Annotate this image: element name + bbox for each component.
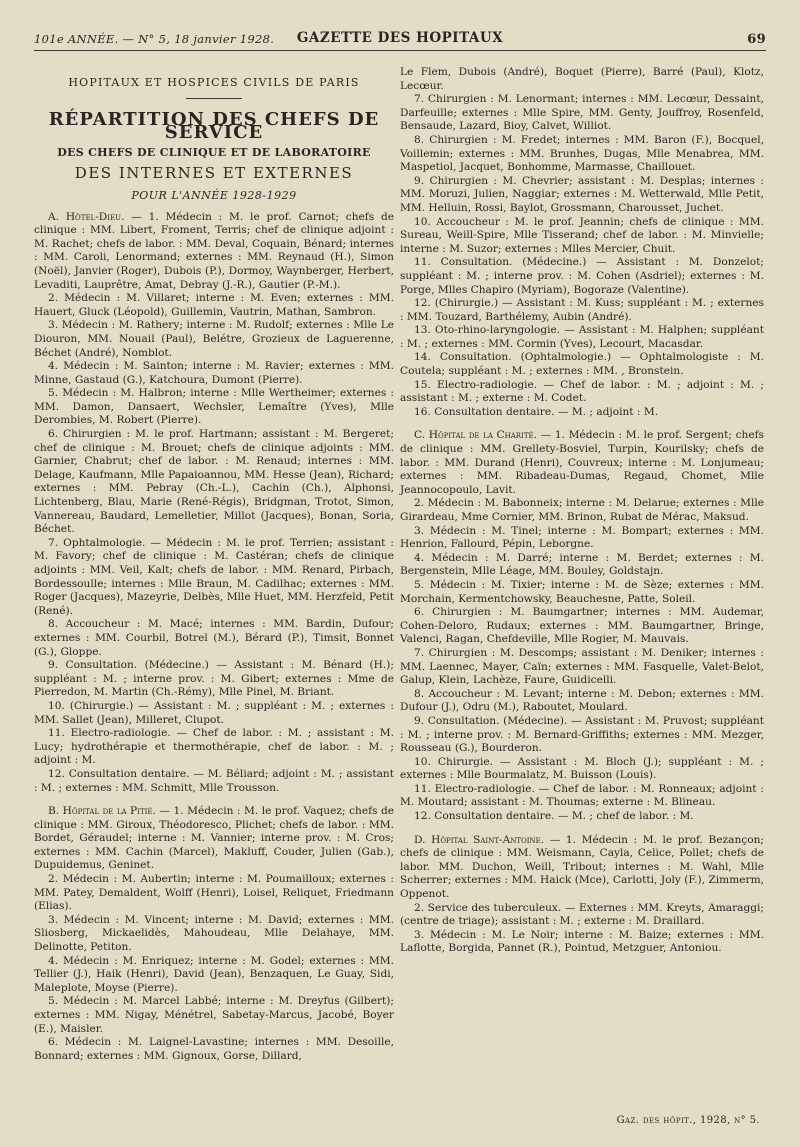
hospital-name: C. Hôpital de la Charité. (414, 429, 537, 442)
service-paragraph (400, 552, 764, 579)
page-footer: Gaz. des hôpit., 1928, n° 5. (616, 1115, 760, 1126)
paragraph-text: 12. Consultation dentaire. — M. Béliard; adjoint : M. ; assistant : M. ; externes : MM. Schmitt, Mlle Trousson. (34, 767, 394, 794)
paragraph-text: 8. Accoucheur : M. Macé; internes : MM. Bardin, Dufour; externes : MM. Courbil, Botrel (M.), Bérard (P.), Timsit, Bonnet (G.), Gloppe. (34, 618, 394, 658)
service-paragraph (34, 700, 394, 727)
paragraph-text: 7. Chirurgien : M. Lenormant; internes : MM. Lecœur, Dessaint, Darfeuille; externes : Mlle Spire, MM. Genty, Jouffroy, Rosenfeld, Bensaude, Lazard, Bioy, Calvet, Williot. (400, 93, 764, 133)
service-paragraph (400, 379, 764, 406)
service-paragraph (400, 688, 764, 715)
paragraph-text: 2. Service des tuberculeux. — Externes : MM. Kreyts, Amaraggi; (centre de triage); assistant : M. ; externe : M. Draillard. (400, 901, 764, 928)
paragraph-text: 10. Chirurgie. — Assistant : M. Bloch (J.); suppléant : M. ; externes : Mlle Bourmalatz, M. Buisson (Louis). (400, 755, 764, 782)
hospital-section-paragraph (400, 429, 764, 497)
paragraph-text: 9. Consultation. (Médecine). — Assistant : M. Pruvost; suppléant : M. ; interne prov. : M. Bernard-Griffiths; externes : MM. Mezger, Rousseau (G.), Bourderon. (400, 714, 764, 755)
service-paragraph (34, 727, 394, 768)
paragraph-text: 4. Médecin : M. Enriquez; interne : M. Godel; externes : MM. Tellier (J.), Haik (Henri), David (Jean), Benzaquen, Le Guay, Sidi, Maleplote, Moyse (Pierre). (34, 954, 394, 994)
service-paragraph (400, 756, 764, 783)
paragraph-text: 2. Médecin : M. Villaret; interne : M. Even; externes : MM. Hauert, Gluck (Léopold), Guillemin, Vautrin, Mathan, Sambron. (34, 292, 394, 318)
paragraph-text: 3. Médecin : M. Rathery; interne : M. Rudolf; externes : Mlle Le Diouron, MM. Nouail (Paul), Belétre, Grozieux de Laguerenne, Béchet (André), Nomblot. (34, 319, 394, 359)
paragraph-text: 11. Electro-radiologie. — Chef de labor. : M. ; assistant : M. Lucy; hydrothérapie et thermothérapie, chef de labor. : M. ; adjoint : M. (34, 727, 394, 767)
paragraph-text: 6. Médecin : M. Laignel-Lavastine; internes : MM. Desoille, Bonnard; externes : MM. Gignoux, Gorse, Dillard, (34, 1036, 394, 1062)
main-title: RÉPARTITION DES CHEFS DE SERVICE (48, 108, 380, 144)
paragraph-text: 12. Consultation dentaire. — M. ; chef de labor. : M. (414, 810, 694, 823)
paragraph-text: 5. Médecin : M. Halbron; interne : Mlle Wertheimer; externes : MM. Damon, Dansaert, Wechsler, Lemaître (Yves), Mlle Derombies, M. Robert (Pierre). (34, 387, 394, 427)
service-paragraph (400, 810, 764, 824)
paragraph-text: 5. Médecin : M. Marcel Labbé; interne : M. Dreyfus (Gilbert); externes : MM. Nigay, Ménétrel, Sabetay-Marcus, Jacobé, Boyer (E.), Maisler. (34, 995, 394, 1035)
service-paragraph (34, 537, 394, 619)
paragraph-text: 3. Médecin : M. Le Noir; interne : M. Baize; externes : MM. Laflotte, Borgida, Pannet (R.), Pointud, Metzguer, Antoniou. (400, 928, 764, 955)
service-paragraph (34, 387, 394, 428)
paragraph-text: 13. Oto-rhino-laryngologie. — Assistant : M. Halphen; suppléant : M. ; externes : MM. Cormin (Yves), Lecourt, Macasdar. (400, 324, 764, 350)
service-paragraph (400, 497, 764, 524)
service-paragraph (34, 873, 394, 914)
service-paragraph (400, 66, 764, 93)
service-paragraph (34, 319, 394, 360)
header-rule (34, 50, 766, 51)
paragraph-text: 7. Ophtalmologie. — Médecin : M. le prof. Terrien; assistant : M. Favory; chef de clinique : M. Castéran; chefs de clinique adjoints : MM. Veil, Kalt; chefs de labor. : MM. Renard, Pirbach, Bordessoulle; internes : Mlle Braun, M. Cadilhac; externes : MM. Roger (Jacques), Mazeyrie, Delbès, Mlle Huet, MM. Herzfeld, Petit (René). (34, 536, 394, 617)
paragraph-text: 14. Consultation. (Ophtalmologie.) — Ophtalmologiste : M. Coutela; suppléant : M. ; externes : MM. , Bronstein. (400, 351, 764, 378)
paragraph-text: 10. (Chirurgie.) — Assistant : M. ; suppléant : M. ; externes : MM. Sallet (Jean), Milleret, Clupot. (34, 699, 394, 726)
paragraph-text: 5. Médecin : M. Tixier; interne : M. de Sèze; externes : MM. Morchain, Kermentchowsky, Beauchesne, Patte, Soleil. (400, 578, 764, 605)
paragraph-text: 3. Médecin : M. Vincent; interne : M. David; externes : MM. Sliosberg, Mickaelidès, Mahoudeau, Mlle Delahaye, MM. Delinotte, Petiton. (34, 913, 394, 954)
hospital-name: B. Hôpital de la Pitié. (48, 805, 156, 818)
service-paragraph (400, 902, 764, 929)
service-paragraph (400, 351, 764, 378)
service-paragraph (34, 659, 394, 700)
paragraph-text: 12. (Chirurgie.) — Assistant : M. Kuss; suppléant : M. ; externes : MM. Touzard, Barthélemy, Aubin (André). (400, 297, 764, 323)
service-paragraph (400, 525, 764, 552)
paragraph-text: — 1. Médecin : M. le prof. Carnot; chefs de clinique : MM. Libert, Froment, Terris; chef de clinique adjoint : M. Rachet; chefs de labor. : MM. Deval, Coquain, Bénard; internes : MM. Caroli, Lenormand; externes : MM. Reynaud (H.), Simon (Noël), Janvier (Roger), Dubois (P.), Dormoy, Waynberger, Herbert, Levaditi, Lauprêtre, Amat, Debray (J.-R.), Gautier (P.-M.). (34, 210, 394, 291)
service-paragraph (400, 175, 764, 216)
service-paragraph (34, 1036, 394, 1063)
service-paragraph (400, 406, 764, 420)
section-gap (400, 824, 764, 834)
service-paragraph (34, 768, 394, 795)
service-paragraph (400, 783, 764, 810)
left-column (34, 66, 394, 1063)
page-header (34, 28, 766, 50)
paragraph-text: 2. Médecin : M. Aubertin; interne : M. Poumailloux; externes : MM. Patey, Demaldent, Wolff (Henri), Loisel, Reliquet, Friedmann (Elias). (34, 873, 394, 913)
service-paragraph (34, 914, 394, 955)
service-paragraph (400, 134, 764, 175)
paragraph-text: 16. Consultation dentaire. — M. ; adjoint : M. (414, 405, 659, 418)
paragraph-text: 7. Chirurgien : M. Descomps; assistant : M. Deniker; internes : MM. Laennec, Mayer, Caïn; externes : MM. Fasquelle, Valet-Belot, Galup, Klein, Lachèze, Faure, Guidicelli. (400, 646, 764, 687)
service-paragraph (34, 955, 394, 996)
section-gap (34, 795, 394, 805)
service-paragraph (34, 428, 394, 537)
left-column-body (34, 211, 394, 1064)
service-paragraph (400, 929, 764, 956)
hospital-section-paragraph (400, 834, 764, 902)
hospital-section-paragraph (34, 211, 394, 293)
paragraph-text: 4. Médecin : M. Sainton; interne : M. Ravier; externes : MM. Minne, Gastaud (G.), Katchoura, Dumont (Pierre). (34, 360, 394, 386)
paragraph-text: 15. Electro-radiologie. — Chef de labor. : M. ; adjoint : M. ; assistant : M. ; externe : M. Codet. (400, 378, 764, 405)
paragraph-text: 11. Electro-radiologie. — Chef de labor. : M. Ronneaux; adjoint : M. Moutard; assistant : M. Thoumas; externe : M. Blineau. (400, 782, 764, 809)
org-heading: HOPITAUX ET HOSPICES CIVILS DE PARIS (68, 76, 360, 89)
heading-divider (186, 98, 242, 99)
hospital-name: A. Hôtel-Dieu. (48, 210, 125, 223)
journal-title: GAZETTE DES HOPITAUX (296, 30, 504, 46)
service-paragraph (34, 995, 394, 1036)
hospital-name: D. Hôpital Saint-Antoine. (414, 833, 545, 846)
paragraph-text: 9. Consultation. (Médecine.) — Assistant : M. Bénard (H.); suppléant : M. ; interne prov. : M. Gibert; externes : Mme de Pierredon, M. Martin (Ch.-Rémy), Mlle Pinel, M. Briant. (34, 659, 394, 699)
section-gap (400, 419, 764, 429)
paragraph-text: 9. Chirurgien : M. Chevrier; assistant : M. Desplas; internes : MM. Moruzi, Julien, Naggiar; externes : M. Wetterwald, Mlle Petit, MM. Helluin, Rossi, Baylot, Grossmann, Charousset, Juchet. (400, 174, 764, 214)
right-column (400, 66, 764, 956)
paragraph-text: 6. Chirurgien : M. le prof. Hartmann; assistant : M. Bergeret; chef de clinique : M. Brouet; chefs de clinique adjoints : MM. Garnier, Chabrut; chef de labor. : M. Renaud; internes : MM. Delage, Kaufmann, Mlle Papaioannou, MM. Hesse (Jean), Richard; externes : MM. Pebray (Ch.-L.), Cachin (Ch.), Alphonsi, Lichtenberg, Blau, Marie (René-Régis), Bridgman, Trotot, Simon, Vannereau, Baudard, Lemelletier, Millot (Jacques), Bonan, Soria, Béchet. (34, 428, 394, 536)
right-column-body (400, 66, 764, 956)
paragraph-text: 11. Consultation. (Médecine.) — Assistant : M. Donzelot; suppléant : M. ; interne prov. : M. Cohen (Asdriel); externes : M. Porge, Mlles Chapiro (Myriam), Bogoraze (Valentine). (400, 256, 764, 296)
subtitle-2: DES INTERNES ET EXTERNES (74, 164, 354, 183)
service-paragraph (400, 647, 764, 688)
paragraph-text: Le Flem, Dubois (André), Boquet (Pierre), Barré (Paul), Klotz, Lecœur. (400, 66, 764, 92)
paragraph-text: — 1. Médecin : M. le prof. Sergent; chefs de clinique : MM. Grellety-Bosviel, Turpin, Kourilsky; chefs de labor. : MM. Durand (Henri), Couvreux; interne : M. Lonjumeau; externes : MM. Ribadeau-Dumas, Regaud, Chomet, Mlle Jeannocopoulo, Lavit. (400, 429, 764, 496)
issue-line: 101e ANNÉE. — N° 5, 18 janvier 1928. (34, 32, 275, 46)
service-paragraph (34, 618, 394, 659)
service-paragraph (400, 216, 764, 257)
service-paragraph (400, 715, 764, 756)
paragraph-text: 10. Accoucheur : M. le prof. Jeannin; chefs de clinique : MM. Sureau, Weill-Spire, Mlle Tisserand; chef de labor. : M. Minvielle; interne : M. Suzor; externes : Mlles Mercier, Chuit. (400, 215, 764, 255)
paragraph-text: 8. Accoucheur : M. Levant; interne : M. Debon; externes : MM. Dufour (J.), Odru (M.), Raboutet, Moulard. (400, 687, 764, 714)
service-paragraph (34, 292, 394, 319)
paragraph-text: 2. Médecin : M. Babonneix; interne : M. Delarue; externes : Mlle Girardeau, Mme Cornier, MM. Brinon, Rubat de Mérac, Maksud. (400, 497, 764, 523)
service-paragraph (400, 93, 764, 134)
paragraph-text: 6. Chirurgien : M. Baumgartner; internes : MM. Audemar, Cohen-Deloro, Rudaux; externes : MM. Baumgartner, Bringe, Valenci, Ragan, Chefdeville, Mlle Rogier, M. Mauvais. (400, 606, 764, 646)
year-heading: POUR L'ANNÉE 1928-1929 (131, 188, 297, 202)
service-paragraph (400, 297, 764, 324)
paragraph-text: — 1. Médecin : M. le prof. Bezançon; chefs de clinique : MM. Weismann, Cayla, Celice, Pollet; chefs de labor. MM. Duchon, Weill, Tribout; internes : M. Wahl, Mlle Scherrer; externes : MM. Haick (Mce), Carlotti, Joly (F.), Zimmerm, Oppenot. (400, 833, 764, 901)
service-paragraph (400, 256, 764, 297)
paragraph-text: 8. Chirurgien : M. Fredet; internes : MM. Baron (F.), Bocquel, Voillemin; externes : MM. Brunhes, Dugas, Mlle Menabrea, MM. Maspetiol, Jacquet, Bonhomme, Marmasse, Chaillouet. (400, 133, 764, 174)
paragraph-text: 3. Médecin : M. Tinel; interne : M. Bompart; externes : MM. Henrion, Fallourd, Pépin, Leborgne. (400, 524, 764, 551)
hospital-section-paragraph (34, 805, 394, 873)
page-number: 69 (747, 32, 766, 47)
service-paragraph (34, 360, 394, 387)
paragraph-text: 4. Médecin : M. Darré; interne : M. Berdet; externes : M. Bergenstein, Mlle Léage, MM. Bouley, Goldstajn. (400, 551, 764, 578)
service-paragraph (400, 579, 764, 606)
service-paragraph (400, 606, 764, 647)
service-paragraph (400, 324, 764, 351)
paragraph-text: — 1. Médecin : M. le prof. Vaquez; chefs de clinique : MM. Giroux, Théodoresco, Plichet; chefs de labor. : MM. Bordet, Géraudel; interne : M. Vannier; interne prov. : M. Cros; externes : MM. Cachin (Marcel), Makluff, Couder, Julien (Gab.), Dupuidemus, Geninet. (34, 805, 395, 872)
subtitle: DES CHEFS DE CLINIQUE ET DE LABORATOIRE (57, 145, 371, 159)
